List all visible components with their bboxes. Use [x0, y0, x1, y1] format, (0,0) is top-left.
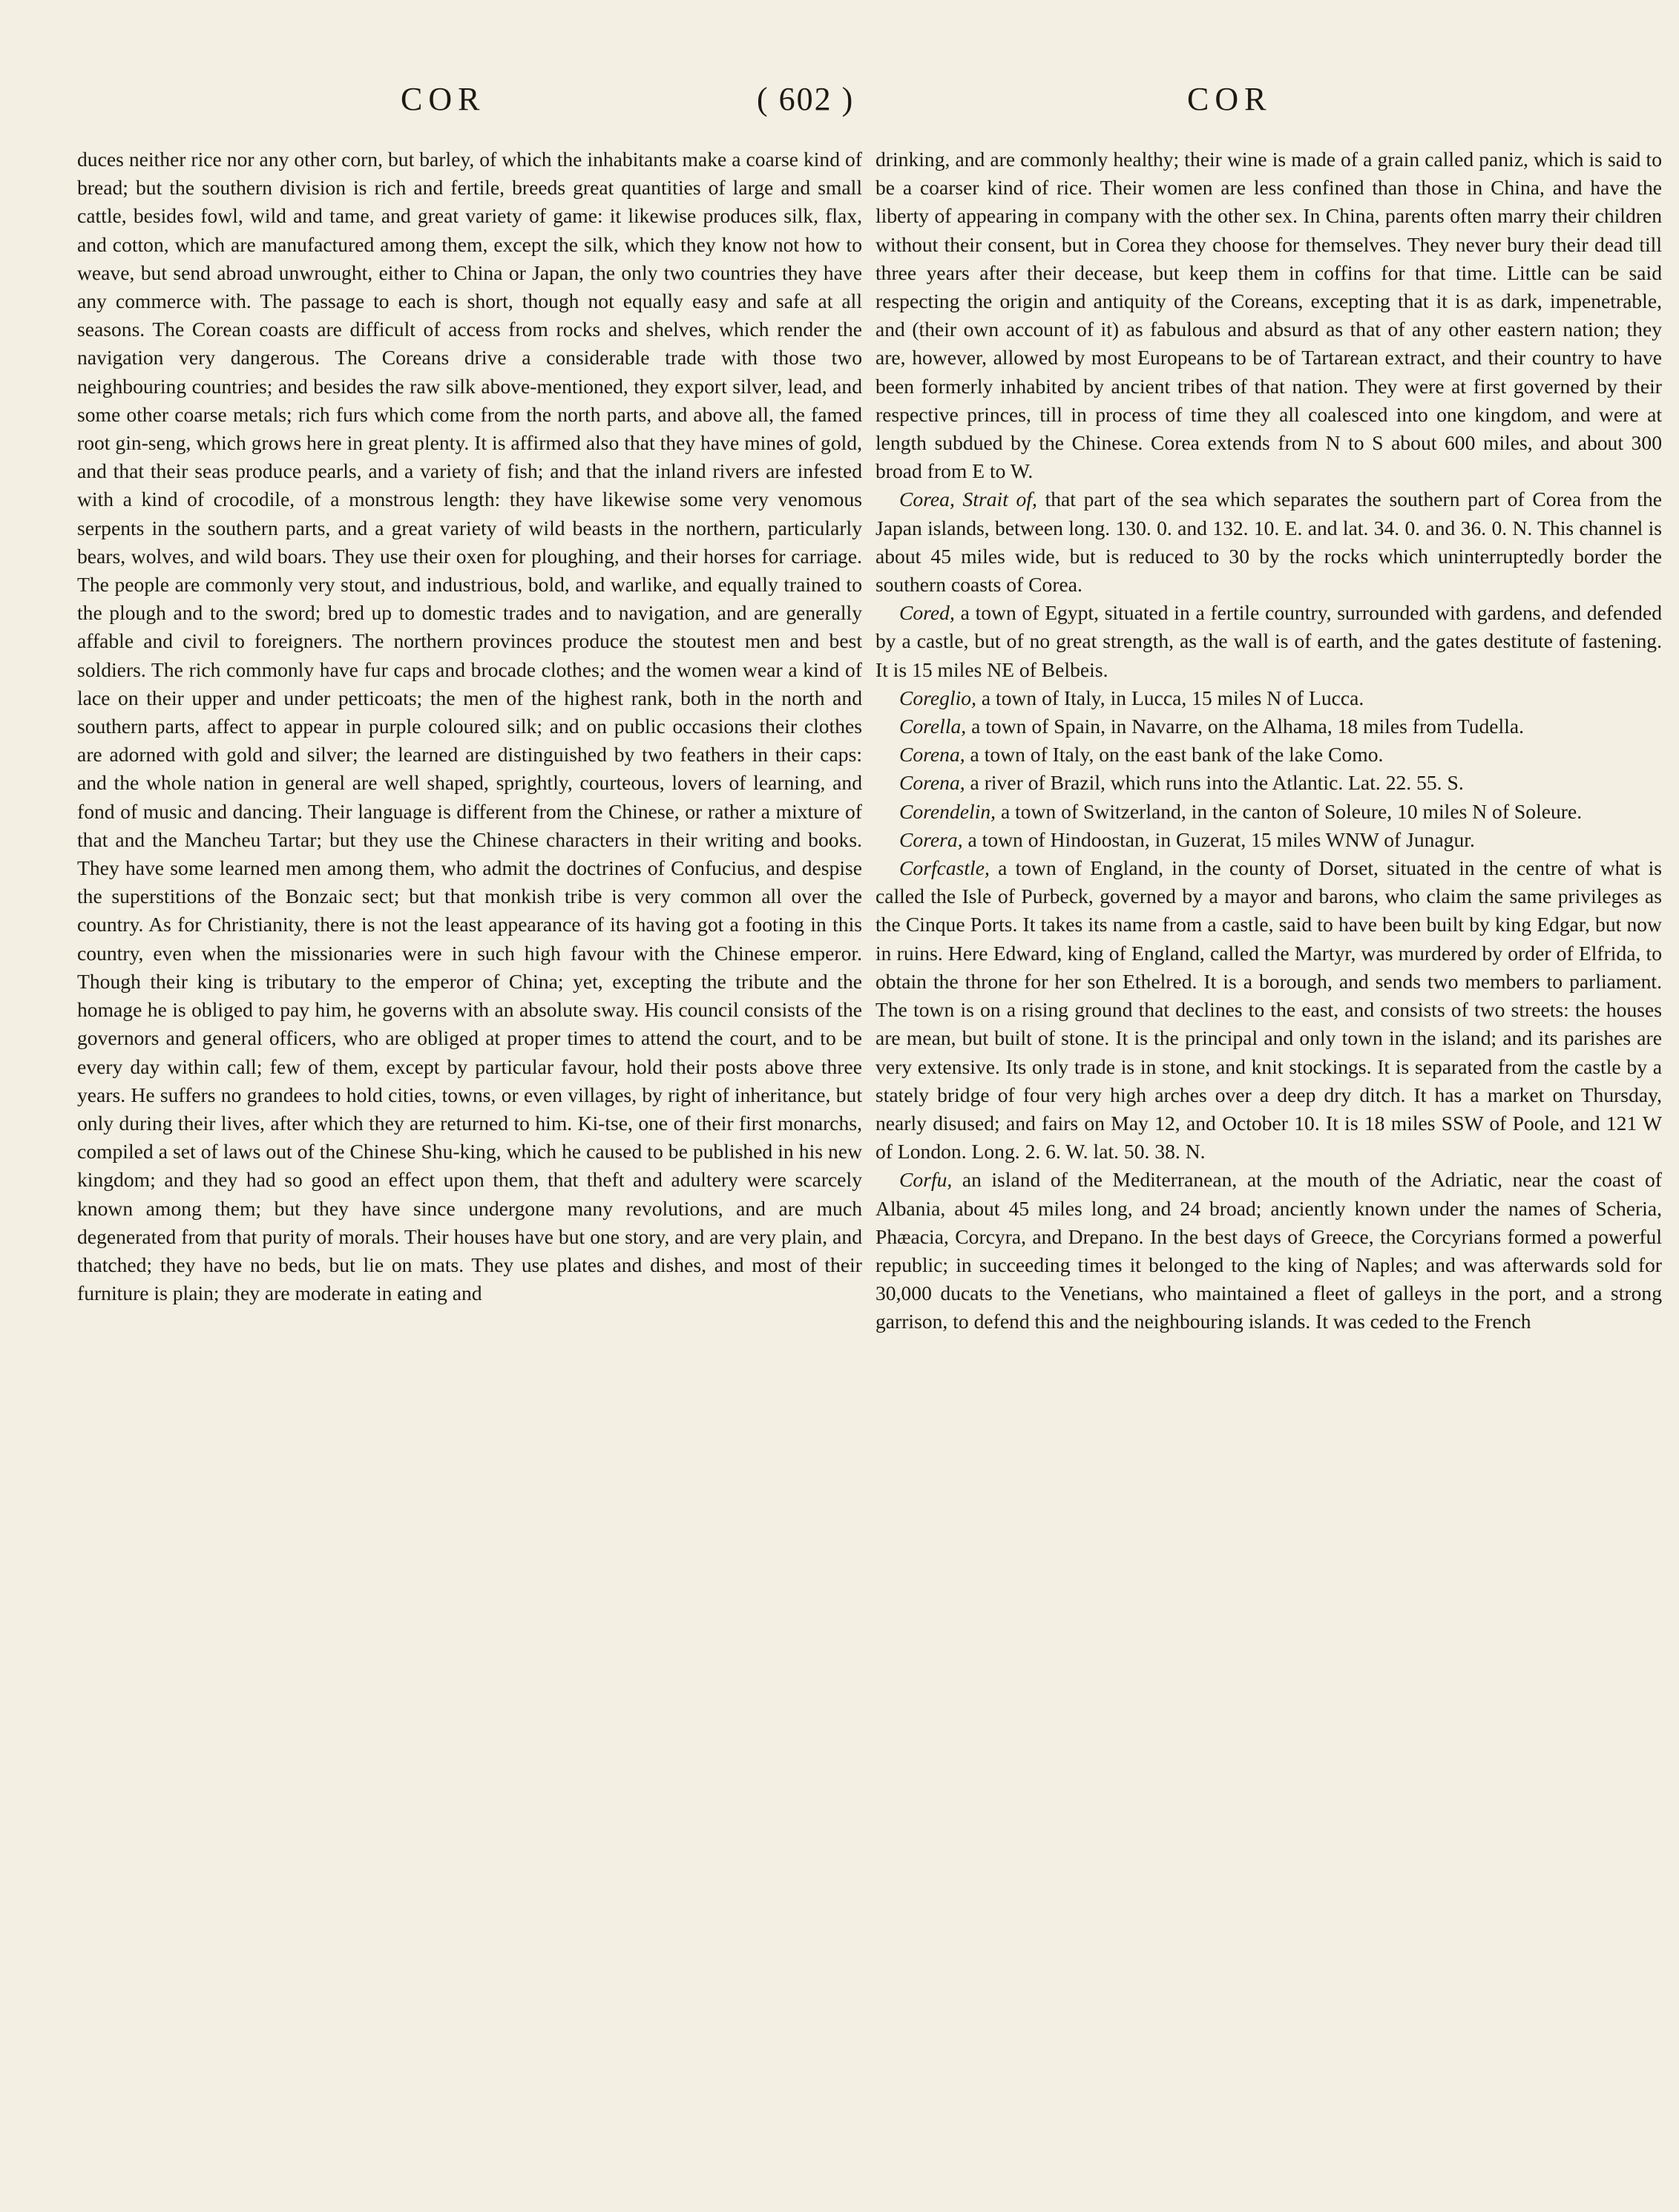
entry-text: a town of England, in the county of Dorset, situated in the centre of what is called the Isle of Purbeck, governed by a mayor and barons, who claim the same privileges as the Cinque Ports. It takes its name from a castle, said to have been built by king Edgar, but now in ruins. Here Edward, king of England, called the Martyr, was murdered by order of Elfrida, to obtain the throne for her son Ethelred. It is a borough, and sends two members to parliament. The town is on a rising ground that declines to the east, and consists of two streets: the houses are mean, but built of stone. It is the principal and only town in the island; and its parishes are very extensive. Its only trade is in stone, and knit stockings. It is separated from the castle by a stately bridge of four very high arches over a deep dry ditch. It has a market on Thursday, nearly disused; and fairs on May 12, and October 10. It is 18 miles SSW of Poole, and 121 W of London. Long. 2. 6. W. lat. 50. 38. N. [875, 856, 1662, 1164]
entry-text: a town of Switzerland, in the canton of Soleure, 10 miles N of Soleure. [996, 799, 1583, 823]
dictionary-entry [875, 1166, 1662, 1336]
entry-text: a river of Brazil, which runs into the Atlantic. Lat. 22. 55. S. [965, 771, 1464, 795]
entry-headword: Corfu, [899, 1168, 953, 1192]
page-header [0, 80, 1679, 132]
entry-text: a town of Hindoostan, in Guzerat, 15 miles WNW of Junagur. [962, 827, 1475, 851]
dictionary-entry [875, 599, 1662, 684]
entry-text: a town of Egypt, situated in a fertile country, surrounded with gardens, and defended by a castle, but of no great strength, as the wall is of earth, and the gates destitute of fastening. It is 15 miles NE of Belbeis. [875, 601, 1662, 681]
entry-headword: Coreglio, [899, 686, 976, 709]
entry-text: a town of Spain, in Navarre, on the Alhama, 18 miles from Tudella. [966, 715, 1525, 738]
dictionary-entry [875, 826, 1662, 854]
entry-headword: Corfcastle, [899, 856, 990, 880]
entry-text: an island of the Mediterranean, at the mouth of the Adriatic, near the coast of Albania, about 45 miles long, and 24 broad; anciently known under the names of Scheria, Phæacia, Corcyra, and Drepano. In the best days of Greece, the Corcyrians formed a powerful republic; in succeeding times it belonged to the king of Naples; and was afterwards sold for 30,000 ducats to the Venetians, who maintained a fleet of galleys in the port, and a strong garrison, to defend this and the neighbouring islands. It was ceded to the French [875, 1168, 1662, 1333]
dictionary-entry [875, 684, 1662, 712]
entry-text: that part of the sea which separates the southern part of Corea from the Japan islands, between long. 130. 0. and 132. 10. E. and lat. 34. 0. and 36. 0. N. This channel is about 45 miles wide, but is reduced to 30 by the rocks which uninterruptedly border the southern coasts of Corea. [875, 488, 1662, 597]
entry-headword: Corendelin, [899, 799, 996, 823]
dictionary-entry [875, 145, 1662, 485]
right-column [875, 145, 1662, 1336]
entry-text: a town of Italy, in Lucca, 15 miles N of Lucca. [976, 686, 1364, 709]
entry-text: a town of Italy, on the east bank of the lake Como. [965, 743, 1384, 767]
left-column [77, 145, 862, 1307]
entry-headword: Corena, [899, 743, 965, 767]
entry-headword: Cored, [899, 601, 955, 625]
entry-headword: Corea, Strait of, [899, 488, 1037, 511]
dictionary-entry [875, 712, 1662, 741]
dictionary-entry [875, 741, 1662, 769]
dictionary-entry [875, 854, 1662, 1166]
running-head-right: COR [1187, 81, 1272, 117]
page-number: ( 602 ) [757, 81, 855, 117]
running-head-left: COR [401, 81, 486, 117]
dictionary-entry [875, 769, 1662, 797]
entry-headword: Corella, [899, 715, 967, 738]
entry-text: drinking, and are commonly healthy; their wine is made of a grain called paniz, which is said to be a coarser kind of rice. Their women are less confined than those in China, and have the liberty of appearing in company with the other sex. In China, parents often marry their children without their consent, but in Corea they choose for themselves. They never bury their dead till three years after their decease, but keep them in coffins for that time. Little can be said respecting the origin and antiquity of the Coreans, excepting that it is as dark, impenetrable, and (their own account of it) as fabulous and absurd as that of any other eastern nation; they are, however, allowed by most Europeans to be of Tartarean extract, and their country to have been formerly inhabited by ancient tribes of that nation. They were at first governed by their respective princes, till in process of time they all coalesced into one kingdom, and were at length subdued by the Chinese. Corea extends from N to S about 600 miles, and about 300 broad from E to W. [875, 148, 1662, 483]
dictionary-entry [875, 798, 1662, 826]
dictionary-entry [875, 485, 1662, 599]
entry-headword: Corena, [899, 771, 965, 795]
entry-continuation: duces neither rice nor any other corn, but barley, of which the inhabitants make a coarse kind of bread; but the southern division is rich and fertile, breeds great quantities of large and small cattle, besides fowl, wild and tame, and great variety of game: it likewise produces silk, flax, and cotton, which are manufactured among them, except the silk, which they know not how to weave, but send abroad unwrought, either to China or Japan, the only two countries they have any commerce with. The passage to each is short, though not equally easy and safe at all seasons. The Corean coasts are difficult of access from rocks and shelves, which render the navigation very dangerous. The Coreans drive a considerable trade with those two neighbouring countries; and besides the raw silk above-mentioned, they export silver, lead, and some other coarse metals; rich furs which come from the north parts, and above all, the famed root gin-seng, which grows here in great plenty. It is affirmed also that they have mines of gold, and that their seas produce pearls, and a variety of fish; and that the inland rivers are infested with a kind of crocodile, of a monstrous length: they have likewise some very venomous serpents in the southern parts, and a great variety of wild beasts in the northern, particularly bears, wolves, and wild boars. They use their oxen for ploughing, and their horses for carriage. The people are commonly very stout, and industrious, bold, and warlike, and equally trained to the plough and to the sword; bred up to domestic trades and to navigation, and are generally affable and civil to foreigners. The northern provinces produce the stoutest men and best soldiers. The rich commonly have fur caps and brocade clothes; and the women wear a kind of lace on their upper and under petticoats; the men of the highest rank, both in the north and southern parts, affect to appear in purple coloured silk; and on public occasions their clothes are adorned with gold and silver; the learned are distinguished by two feathers in their caps: and the whole nation in general are well shaped, sprightly, courteous, lovers of learning, and fond of music and dancing. Their language is different from the Chinese, or rather a mixture of that and the Mancheu Tartar; but they use the Chinese characters in their writing and books. They have some learned men among them, who admit the doctrines of Confucius, and despise the superstitions of the Bonzaic sect; but that monkish tribe is very common all over the country. As for Christianity, there is not the least appearance of its having got a footing in this country, even when the missionaries were in such high favour with the Chinese emperor. Though their king is tributary to the emperor of China; yet, excepting the tribute and the homage he is obliged to pay him, he governs with an absolute sway. His council consists of the governors and general officers, who are obliged at proper times to attend the court, and to be every day within call; few of them, except by particular favour, hold their posts above three years. He suffers no grandees to hold cities, towns, or even villages, by right of inheritance, but only during their lives, after which they are returned to him. Ki-tse, one of their first monarchs, compiled a set of laws out of the Chinese Shu-king, which he caused to be published in his new kingdom; and they had so good an effect upon them, that theft and adultery were scarcely known among them; but they have since undergone many revolutions, and are much degenerated from that purity of morals. Their houses have but one story, and are very plain, and thatched; they have no beds, but lie on mats. They use plates and dishes, and most of their furniture is plain; they are moderate in eating and [77, 148, 862, 1305]
entry-headword: Corera, [899, 827, 963, 851]
